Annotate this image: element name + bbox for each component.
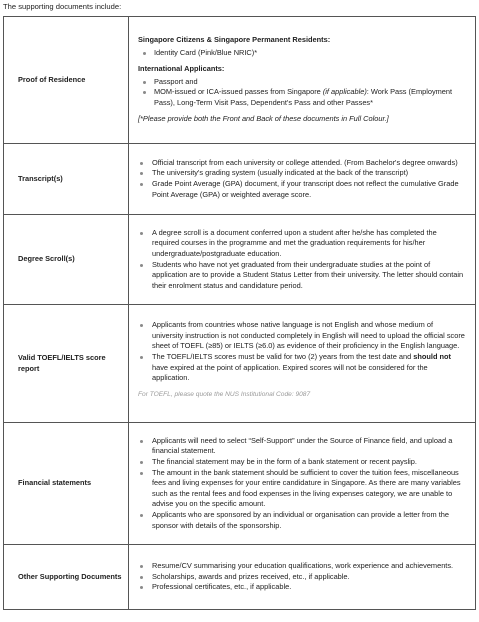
bullet-icon [140,356,143,359]
table-row [4,215,476,305]
table-row [4,305,476,423]
row-label: Other Supporting Documents [4,545,129,610]
list-item: MOM-issued or ICA-issued passes from Singapore (if applicable): Work Pass (Employment Pass), Long-Term Visit Pass, Dependent's Pass and other Passes* [138,87,465,108]
bullet-icon [143,81,146,84]
list-item: The amount in the bank statement should be sufficient to cover the tuition fees, miscellaneous fees and living expenses for your entire candidature in Singapore. As there are many variables such as the rental fees and food expenses in the living expenses category, we are unable to advise you on the specific amount. [138,468,465,510]
bullet-icon [140,264,143,267]
row-content [129,215,476,305]
bullet-icon [140,162,143,165]
list-item: A degree scroll is a document conferred upon a student after he/she has completed the required courses in the programme and met the graduation requirements for his/her undergraduate/postgraduate education. [138,228,465,260]
row-content [129,305,476,423]
bullet-icon [140,586,143,589]
institution-code-note: For TOEFL, please quote the NUS Institutional Code: 9087 [138,390,311,398]
bullet-icon [140,461,143,464]
list-item: Resume/CV summarising your education qualifications, work experience and achievements. [138,561,465,572]
row-label: Financial statements [4,423,129,545]
list-item: Grade Point Average (GPA) document, if your transcript does not reflect the cumulative Grade Point Average (GPA) or weighted average score. [138,179,465,200]
documents-table [3,16,476,610]
bullet-list [138,320,465,384]
list-item: Applicants who are sponsored by an individual or organisation can provide a letter from the sponsor with details of the sponsorship. [138,510,465,531]
list-item: Scholarships, awards and prizes received, etc., if applicable. [138,572,465,583]
table-row [4,144,476,215]
row-label: Degree Scroll(s) [4,215,129,305]
row-content [129,545,476,610]
bullet-list [138,158,465,200]
bullet-list [138,48,465,59]
bullet-icon [140,472,143,475]
list-item: Applicants from countries whose native language is not English and whose medium of university instruction is not conducted completely in English will need to upload the official score sheet of TOEFL (≥85) or IELTS (≥6.0) as evidence of their proficiency in the English language. [138,320,465,352]
bullet-list [138,436,465,531]
list-item: The financial statement may be in the form of a bank statement or recent payslip. [138,457,465,468]
row-content [129,144,476,215]
bullet-icon [140,183,143,186]
bullet-list [138,77,465,109]
bullet-icon [140,576,143,579]
table-row [4,17,476,144]
row-label: Proof of Residence [4,17,129,144]
group-title: Singapore Citizens & Singapore Permanent Residents: [138,34,331,44]
colour-note: [*Please provide both the Front and Back of these documents in Full Colour.] [138,114,389,124]
bullet-icon [143,91,146,94]
table-row [4,423,476,545]
bullet-icon [140,514,143,517]
intro-text: The supporting documents include: [3,2,122,11]
bullet-icon [140,232,143,235]
bullet-icon [140,565,143,568]
list-item: Professional certificates, etc., if applicable. [138,582,465,593]
bullet-list [138,228,465,292]
list-item: The university's grading system (usually indicated at the back of the transcript) [138,168,465,179]
row-label: Transcript(s) [4,144,129,215]
list-item: The TOEFL/IELTS scores must be valid for two (2) years from the test date and should not have expired at the point of application. Expired scores will not be considered for the application. [138,352,465,384]
group-title: International Applicants: [138,64,225,74]
list-item: Applicants will need to select “Self-Support” under the Source of Finance field, and upload a financial statement. [138,436,465,457]
bullet-icon [140,440,143,443]
list-item: Official transcript from each university or college attended. (From Bachelor's degree onwards) [138,158,465,169]
bullet-icon [143,52,146,55]
bullet-icon [140,324,143,327]
row-label: Valid TOEFL/IELTS score report [4,305,129,423]
bullet-icon [140,172,143,175]
row-content [129,423,476,545]
list-item: Identity Card (Pink/Blue NRIC)* [138,48,465,59]
table-row [4,545,476,610]
list-item: Students who have not yet graduated from their undergraduate studies at the point of application are to provide a Student Status Letter from their university. The letter should contain their enrolment status and candidature period. [138,260,465,292]
list-item: Passport and [138,77,465,88]
row-content [129,17,476,144]
bullet-list [138,561,465,593]
